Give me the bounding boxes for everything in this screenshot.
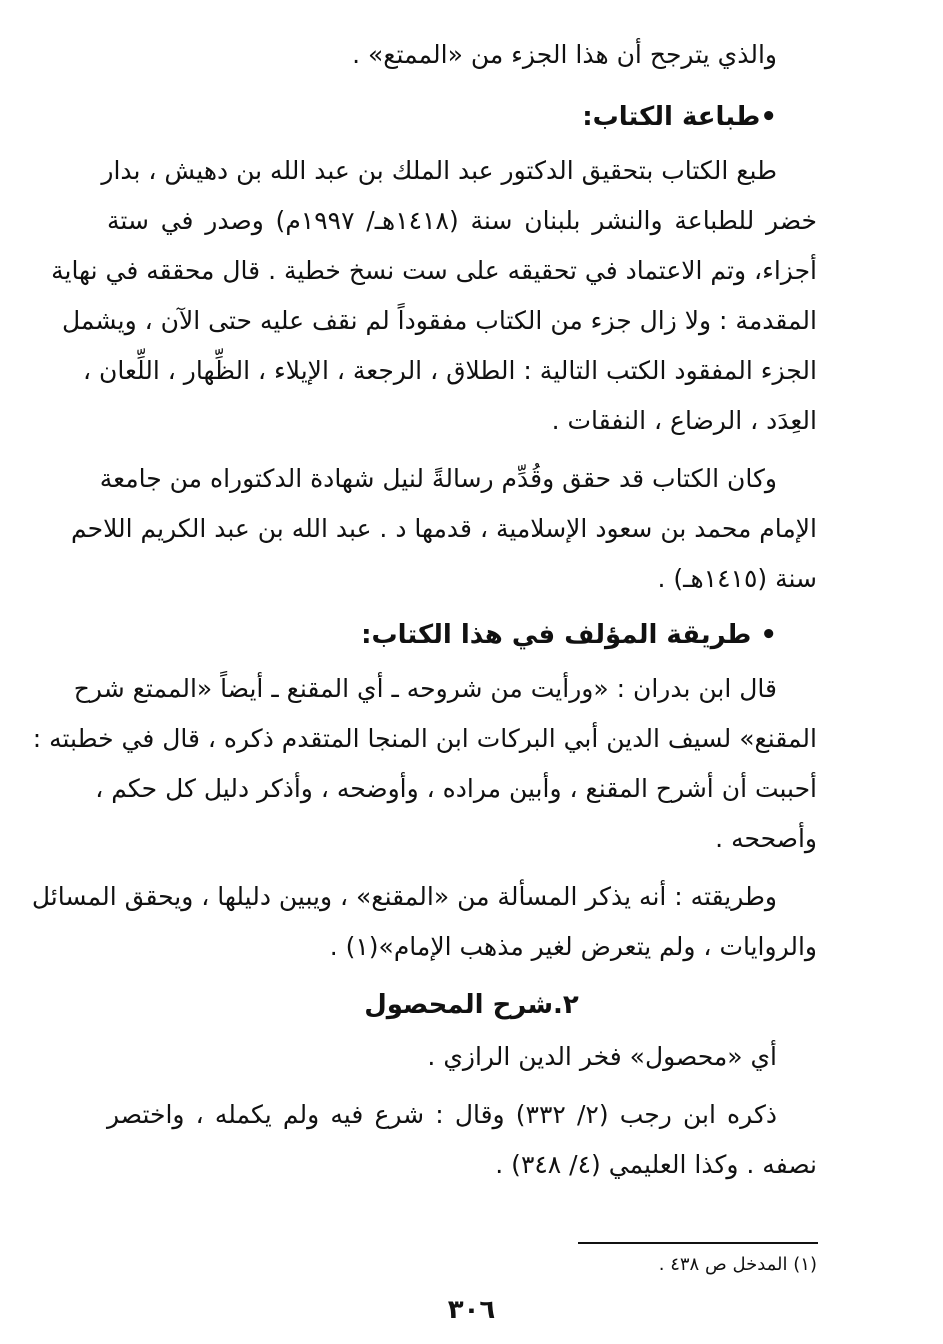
paragraph-line: أجزاء، وتم الاعتماد في تحقيقه على ست نسخ خطية . قال محققه في نهاية: [51, 256, 817, 285]
paragraph-line: نصفه . وكذا العليمي (٤/ ٣٤٨) .: [495, 1150, 817, 1179]
footnote-divider: [578, 1242, 818, 1244]
paragraph-line: طبع الكتاب بتحقيق الدكتور عبد الملك بن عبد الله بن دهيش ، بدار: [101, 156, 777, 185]
paragraph-line: ذكره ابن رجب (٢/ ٣٣٢) وقال : شرع فيه ولم يكمله ، واختصر: [107, 1100, 777, 1129]
page-number: ٣٠٦: [447, 1295, 496, 1325]
paragraph-line: وأصححه .: [715, 824, 817, 853]
paragraph-line: الإمام محمد بن سعود الإسلامية ، قدمها د . عبد الله بن عبد الكريم اللاحم: [71, 514, 817, 543]
method-heading: • طريقة المؤلف في هذا الكتاب:: [361, 620, 777, 650]
paragraph-line: قال ابن بدران : «ورأيت من شروحه ـ أي المقنع ـ أيضاً «الممتع شرح: [73, 674, 777, 703]
paragraph-line: المقنع» لسيف الدين أبي البركات ابن المنجا المتقدم ذكره ، قال في خطبته :: [32, 724, 817, 753]
paragraph-line: المقدمة : ولا زال جزء من الكتاب مفقوداً لم نقف عليه حتى الآن ، ويشمل: [61, 306, 817, 335]
paragraph-line: والروايات ، ولم يتعرض لغير مذهب الإمام»(١) .: [329, 932, 817, 961]
section-heading: ٢.شرح المحصول: [364, 990, 579, 1020]
footnote: (١) المدخل ص ٤٣٨ .: [658, 1254, 817, 1275]
paragraph-line: الجزء المفقود الكتب التالية : الطلاق ، الرجعة ، الإيلاء ، الظِّهار ، اللِّعان ،: [82, 356, 817, 385]
paragraph-line: أحببت أن أشرح المقنع ، وأبين مراده ، وأوضحه ، وأذكر دليل كل حكم ،: [95, 774, 817, 803]
intro-line: والذي يترجح أن هذا الجزء من «الممتع» .: [352, 40, 777, 69]
paragraph-line: خضر للطباعة والنشر بلبنان سنة (١٤١٨هـ/ ١٩٩٧م) وصدر في ستة: [107, 206, 817, 235]
paragraph-line: وكان الكتاب قد حقق وقُدِّم رسالةً لنيل شهادة الدكتوراه من جامعة: [99, 464, 777, 493]
printing-heading: •طباعة الكتاب:: [582, 102, 777, 132]
paragraph-line: أي «محصول» فخر الدين الرازي .: [427, 1042, 777, 1071]
paragraph-line: وطريقته : أنه يذكر المسألة من «المقنع» ، ويبين دليلها ، ويحقق المسائل: [31, 882, 777, 911]
paragraph-line: سنة (١٤١٥هـ) .: [657, 564, 817, 593]
paragraph-line: العِدَد ، الرضاع ، النفقات .: [551, 406, 817, 435]
